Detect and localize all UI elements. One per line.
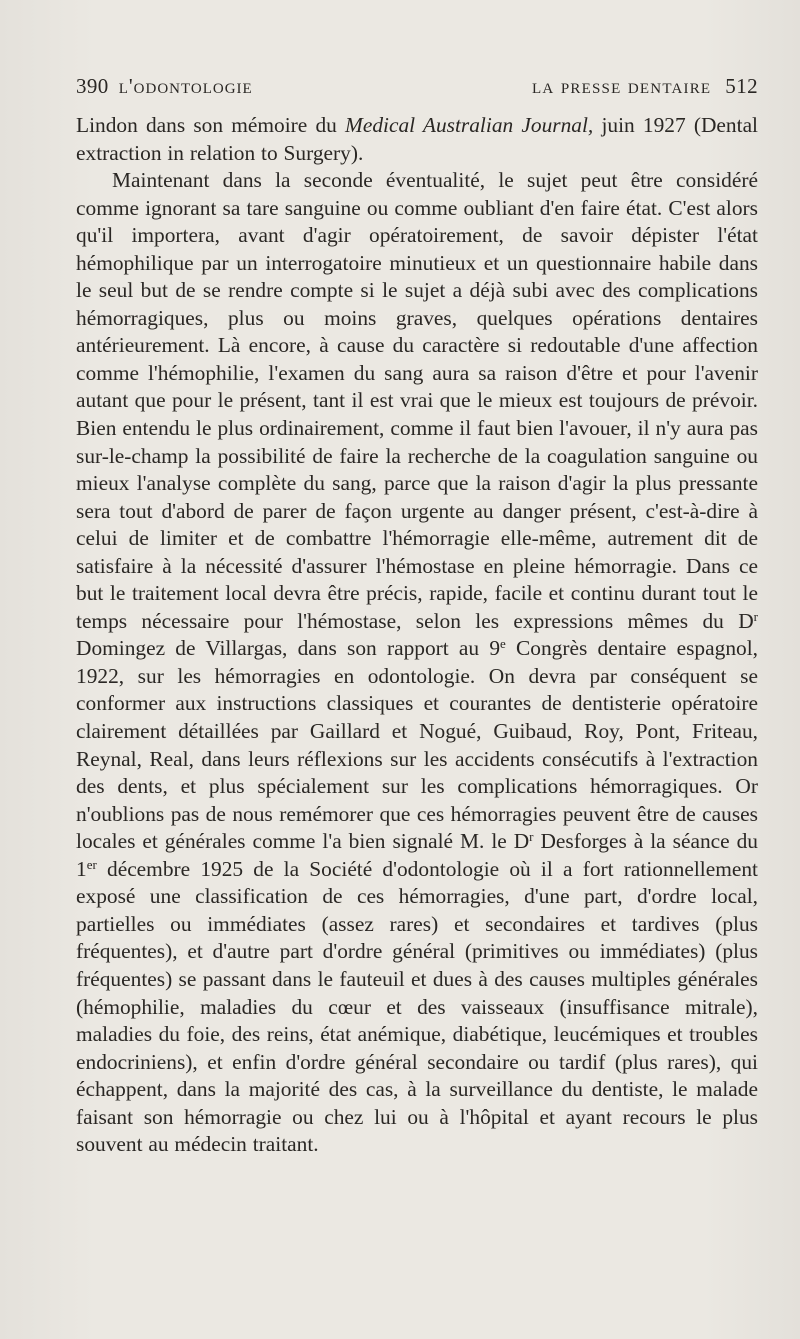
superscript-dr-2: r [529,829,534,845]
paragraph-1 [76,112,758,167]
page-number-right: 512 [725,74,758,98]
p2-text-c: Congrès dentaire espagnol, 1922, sur les hémorragies en odontologie. On devra par conséquent se conformer aux instructions classiques et courantes de dentisterie opératoire clairement détaillées par Gaillard et Nogué, Guibaud, Roy, Pont, Friteau, Reynal, Real, dans leurs réflexions sur les accidents consécutifs à l'extraction des dents, et plus spécialement sur les complications hémorragiques. Or n'oublions pas de nous remémorer que ces hémorragies peuvent être de causes locales et générales comme l'a bien signalé M. le D [76,636,758,854]
journal-title-right: la presse dentaire [532,74,712,98]
superscript-ordinal-e: e [500,636,506,652]
page-number-left: 390 [76,74,109,98]
superscript-dr-1: r [753,608,758,624]
header-left [76,74,253,99]
body-text [76,112,758,1159]
p2-text-a: Maintenant dans la seconde éventualité, le sujet peut être considéré comme ignorant sa tare sanguine ou comme oubliant d'en faire état. C'est alors qu'il importera, avant d'agir opératoirement, de savoir dépister l'état hémophilique par un interrogatoire minutieux et un questionnaire habile dans le seul but de se rendre compte si le sujet a déjà subi avec des complications hémorragiques, plus ou moins graves, quelques opérations dentaires antérieurement. Là encore, à cause du caractère si redoutable d'une affection comme l'hémophilie, l'examen du sang aura sa raison d'être et pour l'avenir autant que pour le présent, tant il est vrai que le mieux est toujours de prévoir. Bien entendu le plus ordinairement, comme il faut bien l'avouer, il n'y aura pas sur-le-champ la possibilité de faire la recherche de la coagulation sanguine ou mieux l'analyse complète du sang, parce que la raison d'agir la plus pressante sera tout d'abord de parer de façon urgente au danger présent, c'est-à-dire à celui de limiter et de combattre l'hémorragie elle-même, autrement dit de satisfaire à la nécessité d'assurer l'hémostase en pleine hémorragie. Dans ce but le traitement local devra être précis, rapide, facile et continu durant tout le temps nécessaire pour l'hémostase, selon les expressions mêmes du D [76,168,758,633]
p2-text-e: décembre 1925 de la Société d'odontologie où il a fort rationnellement exposé une classification de ces hémorragies, d'une part, d'ordre local, partielles ou immédiates (assez rares) et secondaires et tardives (plus fréquentes), et d'autre part d'ordre général (primitives ou immédiates) (plus fréquentes) se passant dans le fauteuil et dues à des causes multiples générales (hémophilie, maladies du cœur et des vaisseaux (insuffisance mitrale), maladies du foie, des reins, état anémique, diabétique, leucémiques et troubles endocriniens), et enfin d'ordre général secondaire ou tardif (plus rares), qui échappent, dans la majorité des cas, à la surveillance du dentiste, le malade faisant son hémorragie ou chez lui ou à l'hôpital et ayant recours le plus souvent au médecin traitant. [76,856,758,1157]
p1-text-b: juin 1927 (Dental extraction in relation to Surgery). [76,113,759,165]
journal-citation: Medical Australian Journal, [345,113,594,137]
header-right [532,74,758,99]
running-header [76,74,758,112]
p2-text-d: Desforges à la séance du 1 [76,829,758,881]
paragraph-2 [76,167,758,1159]
superscript-ordinal-er: er [86,856,97,872]
p1-text-a: Lindon dans son mémoire du [76,113,346,137]
journal-title-left: l'odontologie [118,74,253,98]
p2-text-b: Domingez de Villargas, dans son rapport au 9 [76,636,501,661]
